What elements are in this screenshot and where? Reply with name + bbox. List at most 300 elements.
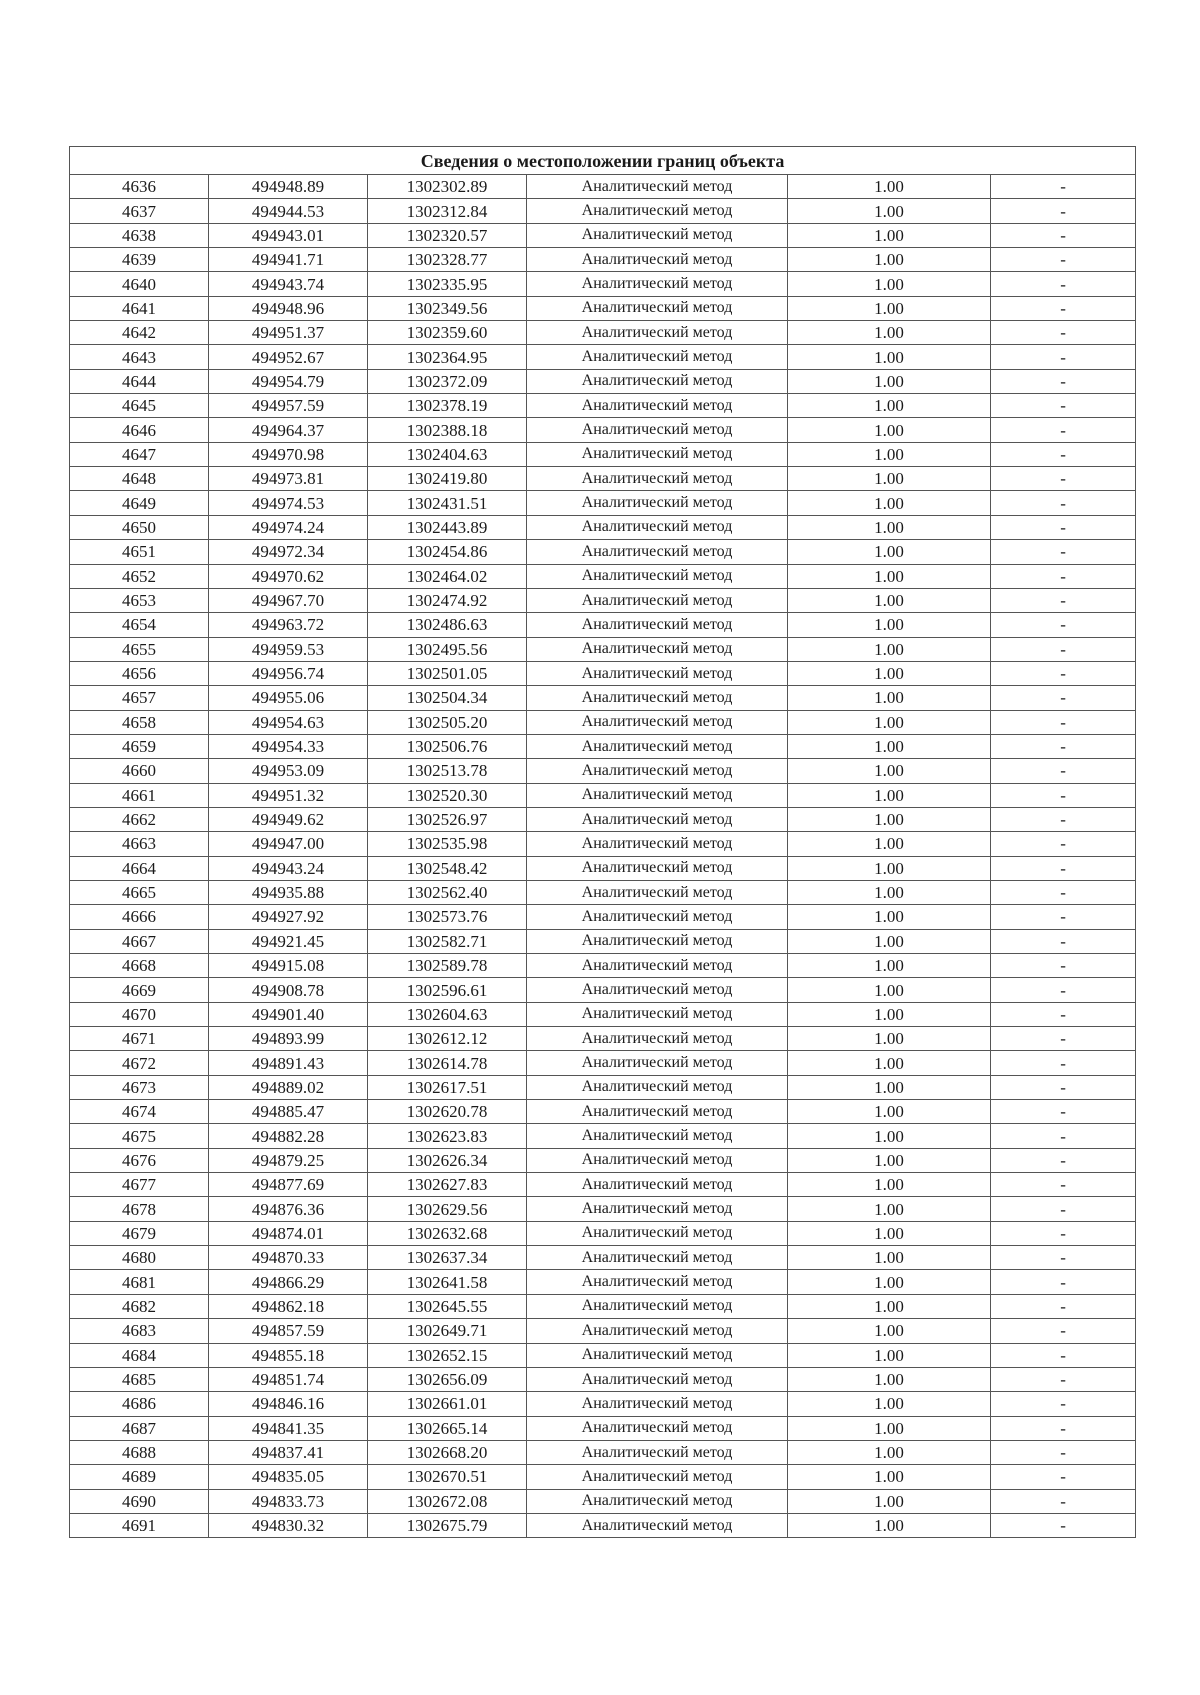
method-cell: Аналитический метод [527, 394, 788, 418]
y-coordinate-cell: 1302582.71 [368, 929, 527, 953]
method-cell: Аналитический метод [527, 540, 788, 564]
method-cell: Аналитический метод [527, 759, 788, 783]
table-row [70, 954, 1136, 978]
method-cell: Аналитический метод [527, 1392, 788, 1416]
method-cell: Аналитический метод [527, 880, 788, 904]
description-cell: - [991, 1392, 1136, 1416]
table-row [70, 759, 1136, 783]
method-cell: Аналитический метод [527, 807, 788, 831]
table-row [70, 248, 1136, 272]
x-coordinate-cell: 494943.24 [209, 856, 368, 880]
x-coordinate-cell: 494882.28 [209, 1124, 368, 1148]
table-row [70, 1465, 1136, 1489]
y-coordinate-cell: 1302372.09 [368, 369, 527, 393]
table-row [70, 442, 1136, 466]
accuracy-cell: 1.00 [788, 296, 991, 320]
accuracy-cell: 1.00 [788, 248, 991, 272]
y-coordinate-cell: 1302573.76 [368, 905, 527, 929]
accuracy-cell: 1.00 [788, 1319, 991, 1343]
point-number-cell: 4686 [70, 1392, 209, 1416]
accuracy-cell: 1.00 [788, 223, 991, 247]
accuracy-cell: 1.00 [788, 637, 991, 661]
table-row [70, 1173, 1136, 1197]
point-number-cell: 4688 [70, 1440, 209, 1464]
method-cell: Аналитический метод [527, 613, 788, 637]
x-coordinate-cell: 494954.79 [209, 369, 368, 393]
table-row [70, 905, 1136, 929]
y-coordinate-cell: 1302404.63 [368, 442, 527, 466]
accuracy-cell: 1.00 [788, 613, 991, 637]
description-cell: - [991, 1270, 1136, 1294]
x-coordinate-cell: 494837.41 [209, 1440, 368, 1464]
y-coordinate-cell: 1302623.83 [368, 1124, 527, 1148]
accuracy-cell: 1.00 [788, 1489, 991, 1513]
point-number-cell: 4660 [70, 759, 209, 783]
x-coordinate-cell: 494953.09 [209, 759, 368, 783]
y-coordinate-cell: 1302589.78 [368, 954, 527, 978]
description-cell: - [991, 1465, 1136, 1489]
point-number-cell: 4689 [70, 1465, 209, 1489]
method-cell: Аналитический метод [527, 1246, 788, 1270]
method-cell: Аналитический метод [527, 1002, 788, 1026]
accuracy-cell: 1.00 [788, 734, 991, 758]
description-cell: - [991, 759, 1136, 783]
description-cell: - [991, 588, 1136, 612]
accuracy-cell: 1.00 [788, 345, 991, 369]
accuracy-cell: 1.00 [788, 1392, 991, 1416]
point-number-cell: 4652 [70, 564, 209, 588]
point-number-cell: 4640 [70, 272, 209, 296]
y-coordinate-cell: 1302312.84 [368, 199, 527, 223]
accuracy-cell: 1.00 [788, 1270, 991, 1294]
accuracy-cell: 1.00 [788, 1075, 991, 1099]
point-number-cell: 4687 [70, 1416, 209, 1440]
method-cell: Аналитический метод [527, 1416, 788, 1440]
x-coordinate-cell: 494970.62 [209, 564, 368, 588]
point-number-cell: 4672 [70, 1051, 209, 1075]
accuracy-cell: 1.00 [788, 1173, 991, 1197]
accuracy-cell: 1.00 [788, 905, 991, 929]
x-coordinate-cell: 494851.74 [209, 1367, 368, 1391]
table-row [70, 515, 1136, 539]
description-cell: - [991, 929, 1136, 953]
table-row [70, 1440, 1136, 1464]
point-number-cell: 4642 [70, 321, 209, 345]
method-cell: Аналитический метод [527, 321, 788, 345]
x-coordinate-cell: 494970.98 [209, 442, 368, 466]
y-coordinate-cell: 1302626.34 [368, 1148, 527, 1172]
point-number-cell: 4675 [70, 1124, 209, 1148]
x-coordinate-cell: 494835.05 [209, 1465, 368, 1489]
method-cell: Аналитический метод [527, 929, 788, 953]
description-cell: - [991, 1197, 1136, 1221]
description-cell: - [991, 1051, 1136, 1075]
y-coordinate-cell: 1302670.51 [368, 1465, 527, 1489]
x-coordinate-cell: 494951.32 [209, 783, 368, 807]
table-row [70, 1489, 1136, 1513]
x-coordinate-cell: 494943.74 [209, 272, 368, 296]
y-coordinate-cell: 1302388.18 [368, 418, 527, 442]
table-row [70, 1513, 1136, 1537]
description-cell: - [991, 1027, 1136, 1051]
method-cell: Аналитический метод [527, 1027, 788, 1051]
table-row [70, 175, 1136, 199]
x-coordinate-cell: 494885.47 [209, 1100, 368, 1124]
description-cell: - [991, 1100, 1136, 1124]
accuracy-cell: 1.00 [788, 710, 991, 734]
table-row [70, 1221, 1136, 1245]
accuracy-cell: 1.00 [788, 1100, 991, 1124]
point-number-cell: 4681 [70, 1270, 209, 1294]
point-number-cell: 4655 [70, 637, 209, 661]
point-number-cell: 4674 [70, 1100, 209, 1124]
table-row [70, 1246, 1136, 1270]
point-number-cell: 4667 [70, 929, 209, 953]
description-cell: - [991, 515, 1136, 539]
table-row [70, 467, 1136, 491]
point-number-cell: 4637 [70, 199, 209, 223]
accuracy-cell: 1.00 [788, 954, 991, 978]
method-cell: Аналитический метод [527, 442, 788, 466]
description-cell: - [991, 1124, 1136, 1148]
description-cell: - [991, 710, 1136, 734]
accuracy-cell: 1.00 [788, 832, 991, 856]
accuracy-cell: 1.00 [788, 1294, 991, 1318]
x-coordinate-cell: 494901.40 [209, 1002, 368, 1026]
method-cell: Аналитический метод [527, 1294, 788, 1318]
description-cell: - [991, 296, 1136, 320]
y-coordinate-cell: 1302454.86 [368, 540, 527, 564]
table-row [70, 199, 1136, 223]
y-coordinate-cell: 1302504.34 [368, 686, 527, 710]
accuracy-cell: 1.00 [788, 880, 991, 904]
point-number-cell: 4643 [70, 345, 209, 369]
y-coordinate-cell: 1302378.19 [368, 394, 527, 418]
method-cell: Аналитический метод [527, 1075, 788, 1099]
y-coordinate-cell: 1302486.63 [368, 613, 527, 637]
description-cell: - [991, 272, 1136, 296]
table-title: Сведения о местоположении границ объекта [70, 147, 1136, 175]
x-coordinate-cell: 494941.71 [209, 248, 368, 272]
description-cell: - [991, 637, 1136, 661]
table-row [70, 369, 1136, 393]
description-cell: - [991, 1513, 1136, 1537]
accuracy-cell: 1.00 [788, 856, 991, 880]
table-row [70, 1148, 1136, 1172]
x-coordinate-cell: 494974.53 [209, 491, 368, 515]
point-number-cell: 4670 [70, 1002, 209, 1026]
y-coordinate-cell: 1302614.78 [368, 1051, 527, 1075]
method-cell: Аналитический метод [527, 1319, 788, 1343]
point-number-cell: 4636 [70, 175, 209, 199]
point-number-cell: 4661 [70, 783, 209, 807]
table-row [70, 637, 1136, 661]
table-row [70, 1319, 1136, 1343]
description-cell: - [991, 1367, 1136, 1391]
x-coordinate-cell: 494964.37 [209, 418, 368, 442]
accuracy-cell: 1.00 [788, 1367, 991, 1391]
accuracy-cell: 1.00 [788, 1051, 991, 1075]
table-row [70, 1100, 1136, 1124]
method-cell: Аналитический метод [527, 369, 788, 393]
table-row [70, 1270, 1136, 1294]
accuracy-cell: 1.00 [788, 759, 991, 783]
x-coordinate-cell: 494915.08 [209, 954, 368, 978]
point-number-cell: 4644 [70, 369, 209, 393]
accuracy-cell: 1.00 [788, 1465, 991, 1489]
table-row [70, 540, 1136, 564]
accuracy-cell: 1.00 [788, 807, 991, 831]
table-row [70, 564, 1136, 588]
table-row [70, 929, 1136, 953]
description-cell: - [991, 686, 1136, 710]
point-number-cell: 4685 [70, 1367, 209, 1391]
method-cell: Аналитический метод [527, 661, 788, 685]
table-row [70, 491, 1136, 515]
table-row [70, 978, 1136, 1002]
y-coordinate-cell: 1302526.97 [368, 807, 527, 831]
y-coordinate-cell: 1302675.79 [368, 1513, 527, 1537]
accuracy-cell: 1.00 [788, 369, 991, 393]
x-coordinate-cell: 494954.63 [209, 710, 368, 734]
table-row [70, 1002, 1136, 1026]
point-number-cell: 4682 [70, 1294, 209, 1318]
accuracy-cell: 1.00 [788, 442, 991, 466]
method-cell: Аналитический метод [527, 345, 788, 369]
accuracy-cell: 1.00 [788, 588, 991, 612]
accuracy-cell: 1.00 [788, 199, 991, 223]
point-number-cell: 4641 [70, 296, 209, 320]
table-title-row [70, 147, 1136, 175]
table-row [70, 394, 1136, 418]
point-number-cell: 4659 [70, 734, 209, 758]
y-coordinate-cell: 1302335.95 [368, 272, 527, 296]
description-cell: - [991, 394, 1136, 418]
method-cell: Аналитический метод [527, 1197, 788, 1221]
accuracy-cell: 1.00 [788, 515, 991, 539]
table-row [70, 1392, 1136, 1416]
x-coordinate-cell: 494879.25 [209, 1148, 368, 1172]
method-cell: Аналитический метод [527, 1221, 788, 1245]
point-number-cell: 4651 [70, 540, 209, 564]
description-cell: - [991, 1148, 1136, 1172]
point-number-cell: 4645 [70, 394, 209, 418]
description-cell: - [991, 199, 1136, 223]
x-coordinate-cell: 494862.18 [209, 1294, 368, 1318]
x-coordinate-cell: 494972.34 [209, 540, 368, 564]
table-row [70, 807, 1136, 831]
point-number-cell: 4662 [70, 807, 209, 831]
y-coordinate-cell: 1302652.15 [368, 1343, 527, 1367]
description-cell: - [991, 613, 1136, 637]
accuracy-cell: 1.00 [788, 661, 991, 685]
method-cell: Аналитический метод [527, 223, 788, 247]
method-cell: Аналитический метод [527, 905, 788, 929]
y-coordinate-cell: 1302443.89 [368, 515, 527, 539]
method-cell: Аналитический метод [527, 710, 788, 734]
method-cell: Аналитический метод [527, 1100, 788, 1124]
point-number-cell: 4669 [70, 978, 209, 1002]
description-cell: - [991, 467, 1136, 491]
description-cell: - [991, 954, 1136, 978]
point-number-cell: 4638 [70, 223, 209, 247]
point-number-cell: 4676 [70, 1148, 209, 1172]
method-cell: Аналитический метод [527, 954, 788, 978]
x-coordinate-cell: 494921.45 [209, 929, 368, 953]
table-body [70, 175, 1136, 1538]
method-cell: Аналитический метод [527, 686, 788, 710]
point-number-cell: 4649 [70, 491, 209, 515]
accuracy-cell: 1.00 [788, 394, 991, 418]
method-cell: Аналитический метод [527, 491, 788, 515]
accuracy-cell: 1.00 [788, 783, 991, 807]
table-row [70, 1197, 1136, 1221]
description-cell: - [991, 734, 1136, 758]
description-cell: - [991, 1440, 1136, 1464]
y-coordinate-cell: 1302464.02 [368, 564, 527, 588]
x-coordinate-cell: 494893.99 [209, 1027, 368, 1051]
y-coordinate-cell: 1302637.34 [368, 1246, 527, 1270]
accuracy-cell: 1.00 [788, 978, 991, 1002]
table-row [70, 832, 1136, 856]
table-row [70, 1051, 1136, 1075]
y-coordinate-cell: 1302641.58 [368, 1270, 527, 1294]
y-coordinate-cell: 1302612.12 [368, 1027, 527, 1051]
method-cell: Аналитический метод [527, 1148, 788, 1172]
table-row [70, 321, 1136, 345]
point-number-cell: 4654 [70, 613, 209, 637]
accuracy-cell: 1.00 [788, 1440, 991, 1464]
x-coordinate-cell: 494877.69 [209, 1173, 368, 1197]
point-number-cell: 4665 [70, 880, 209, 904]
description-cell: - [991, 905, 1136, 929]
y-coordinate-cell: 1302672.08 [368, 1489, 527, 1513]
table-row [70, 613, 1136, 637]
point-number-cell: 4656 [70, 661, 209, 685]
accuracy-cell: 1.00 [788, 1027, 991, 1051]
point-number-cell: 4653 [70, 588, 209, 612]
x-coordinate-cell: 494870.33 [209, 1246, 368, 1270]
x-coordinate-cell: 494943.01 [209, 223, 368, 247]
accuracy-cell: 1.00 [788, 1197, 991, 1221]
method-cell: Аналитический метод [527, 1343, 788, 1367]
x-coordinate-cell: 494963.72 [209, 613, 368, 637]
table-row [70, 418, 1136, 442]
table-row [70, 880, 1136, 904]
table-row [70, 686, 1136, 710]
method-cell: Аналитический метод [527, 588, 788, 612]
x-coordinate-cell: 494973.81 [209, 467, 368, 491]
x-coordinate-cell: 494951.37 [209, 321, 368, 345]
method-cell: Аналитический метод [527, 1051, 788, 1075]
description-cell: - [991, 880, 1136, 904]
y-coordinate-cell: 1302645.55 [368, 1294, 527, 1318]
y-coordinate-cell: 1302661.01 [368, 1392, 527, 1416]
accuracy-cell: 1.00 [788, 1124, 991, 1148]
table-row [70, 783, 1136, 807]
description-cell: - [991, 248, 1136, 272]
table-row [70, 223, 1136, 247]
accuracy-cell: 1.00 [788, 1148, 991, 1172]
x-coordinate-cell: 494830.32 [209, 1513, 368, 1537]
method-cell: Аналитический метод [527, 1465, 788, 1489]
description-cell: - [991, 661, 1136, 685]
y-coordinate-cell: 1302505.20 [368, 710, 527, 734]
table-row [70, 1294, 1136, 1318]
y-coordinate-cell: 1302548.42 [368, 856, 527, 880]
y-coordinate-cell: 1302620.78 [368, 1100, 527, 1124]
accuracy-cell: 1.00 [788, 1221, 991, 1245]
method-cell: Аналитический метод [527, 175, 788, 199]
point-number-cell: 4684 [70, 1343, 209, 1367]
x-coordinate-cell: 494947.00 [209, 832, 368, 856]
x-coordinate-cell: 494956.74 [209, 661, 368, 685]
description-cell: - [991, 442, 1136, 466]
description-cell: - [991, 418, 1136, 442]
method-cell: Аналитический метод [527, 418, 788, 442]
point-number-cell: 4646 [70, 418, 209, 442]
method-cell: Аналитический метод [527, 856, 788, 880]
x-coordinate-cell: 494949.62 [209, 807, 368, 831]
accuracy-cell: 1.00 [788, 1416, 991, 1440]
point-number-cell: 4639 [70, 248, 209, 272]
method-cell: Аналитический метод [527, 1513, 788, 1537]
accuracy-cell: 1.00 [788, 467, 991, 491]
x-coordinate-cell: 494955.06 [209, 686, 368, 710]
x-coordinate-cell: 494974.24 [209, 515, 368, 539]
y-coordinate-cell: 1302596.61 [368, 978, 527, 1002]
description-cell: - [991, 1075, 1136, 1099]
y-coordinate-cell: 1302359.60 [368, 321, 527, 345]
method-cell: Аналитический метод [527, 734, 788, 758]
accuracy-cell: 1.00 [788, 1343, 991, 1367]
y-coordinate-cell: 1302506.76 [368, 734, 527, 758]
x-coordinate-cell: 494857.59 [209, 1319, 368, 1343]
x-coordinate-cell: 494954.33 [209, 734, 368, 758]
table-row [70, 345, 1136, 369]
description-cell: - [991, 1246, 1136, 1270]
point-number-cell: 4671 [70, 1027, 209, 1051]
x-coordinate-cell: 494927.92 [209, 905, 368, 929]
x-coordinate-cell: 494833.73 [209, 1489, 368, 1513]
y-coordinate-cell: 1302302.89 [368, 175, 527, 199]
accuracy-cell: 1.00 [788, 1513, 991, 1537]
x-coordinate-cell: 494959.53 [209, 637, 368, 661]
table-row [70, 1416, 1136, 1440]
description-cell: - [991, 223, 1136, 247]
x-coordinate-cell: 494846.16 [209, 1392, 368, 1416]
table-row [70, 734, 1136, 758]
y-coordinate-cell: 1302419.80 [368, 467, 527, 491]
accuracy-cell: 1.00 [788, 564, 991, 588]
description-cell: - [991, 491, 1136, 515]
x-coordinate-cell: 494948.96 [209, 296, 368, 320]
x-coordinate-cell: 494944.53 [209, 199, 368, 223]
description-cell: - [991, 1343, 1136, 1367]
method-cell: Аналитический метод [527, 272, 788, 296]
y-coordinate-cell: 1302474.92 [368, 588, 527, 612]
method-cell: Аналитический метод [527, 1124, 788, 1148]
point-number-cell: 4677 [70, 1173, 209, 1197]
accuracy-cell: 1.00 [788, 272, 991, 296]
method-cell: Аналитический метод [527, 1489, 788, 1513]
x-coordinate-cell: 494908.78 [209, 978, 368, 1002]
method-cell: Аналитический метод [527, 515, 788, 539]
point-number-cell: 4658 [70, 710, 209, 734]
x-coordinate-cell: 494874.01 [209, 1221, 368, 1245]
description-cell: - [991, 832, 1136, 856]
x-coordinate-cell: 494957.59 [209, 394, 368, 418]
